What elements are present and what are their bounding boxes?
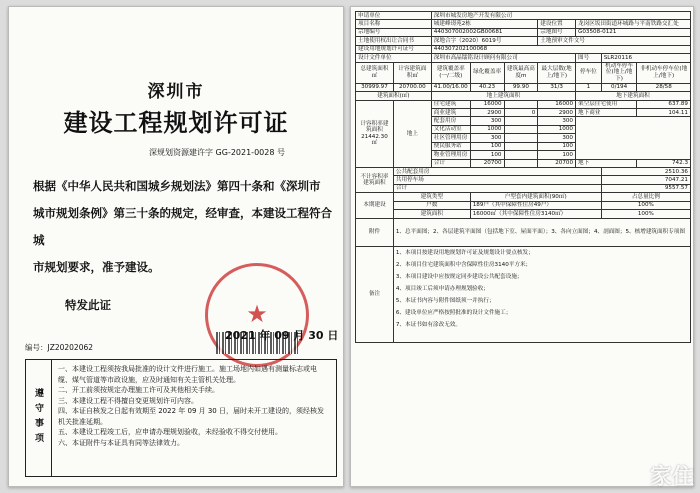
spec-header: 机动车停车位(地上/地下) — [601, 62, 637, 83]
use-header: 地下建筑面积 — [576, 92, 691, 100]
spec-value: 31/3 — [538, 83, 576, 91]
use-value: 16000 — [538, 100, 576, 108]
spec-header: 绿化覆盖率 — [470, 62, 504, 83]
note-item: 二、开工前须按规定办理施工许可及其他相关手续。 — [58, 386, 219, 394]
use-header: 地上建筑面积 — [431, 92, 575, 100]
below-label: 地下 — [576, 159, 637, 167]
households-label: 户数 — [393, 201, 470, 209]
issue-date: 2021 年 09 月 30 日 — [225, 329, 339, 342]
note-item: 一、本建设工程须按我局批准的设计文件进行施工。施工场地内如遇有测量标志或电缆、煤气管道等市政设施，应及时通知有关主管机关处理。 — [58, 365, 317, 384]
spec-header: 计容建筑面积㎡ — [393, 62, 431, 83]
use-value: 100 — [538, 151, 576, 159]
use-name: 社区管理用房 — [431, 134, 470, 142]
non-gfa-label: 不计容积率建筑面积 — [356, 168, 394, 193]
spec-header: 非机动车停车位(地上/地下) — [637, 62, 691, 83]
area-label: 建筑面积 — [393, 210, 470, 218]
code-label: 宗地编号 — [356, 28, 432, 36]
use-value — [504, 117, 538, 125]
remark-item: 4、项目竣工后须申请办理规划验收； — [395, 286, 489, 293]
period-head: 占总量比例 — [601, 193, 690, 201]
spec-value: 28/58 — [637, 83, 691, 91]
use-header: 建筑面积(㎡) — [356, 92, 432, 100]
design-label: 设计文件单位 — [356, 54, 432, 62]
below-use: 地下商业 — [576, 109, 637, 117]
spec-value: 30999.97 — [356, 83, 394, 91]
period-label: 本期建设 — [356, 193, 394, 218]
attachments-label: 附件 — [356, 218, 394, 246]
attachments-value: 1、总平面图；2、各层建筑平面图（包括地下室、屋面平面）；3、各向立面图；4、剖面图；5、核增建筑面积专项图 — [393, 218, 690, 246]
use-value: 300 — [538, 134, 576, 142]
use-value: 100 — [470, 142, 504, 150]
spec-header: 最大层数(地上/地下) — [538, 62, 576, 83]
plan-label: 建设用地规划许可证号 — [356, 45, 432, 53]
note-item: 五、本建设工程竣工后，应申请办理规划验收，未经验收不得交付使用。 — [58, 428, 282, 436]
spec-value: 99.90 — [504, 83, 538, 91]
location-label: 建设位置 — [538, 20, 576, 28]
use-value: 2900 — [470, 109, 504, 117]
use-name: 商业建筑 — [431, 109, 470, 117]
below-use: 架空层住宅使用 — [576, 100, 637, 108]
use-value: 1000 — [470, 125, 504, 133]
design-value: 深圳市高晶镭铭设计顾问有限公司 — [431, 54, 575, 62]
public-label: 公共配套用房 — [393, 168, 601, 176]
design-code-label: 图号 — [576, 54, 602, 62]
map-label: 宗地图号 — [538, 28, 576, 36]
certificate-number: 深规划资源建许字 GG-2021-0028 号 — [149, 148, 285, 157]
applicant-value: 深圳市城发房地产开发有限公司 — [431, 12, 690, 20]
remark-item: 5、本证书内容与附件图纸须一并执行； — [395, 298, 495, 305]
area-pct: 100% — [601, 210, 690, 218]
applicant-label: 申请单位 — [356, 12, 432, 20]
use-value: 300 — [470, 134, 504, 142]
period-head: 户型套内建筑面积(90㎡) — [470, 193, 601, 201]
parking-value: 7047.21 — [601, 176, 690, 184]
use-value: 16000 — [470, 100, 504, 108]
use-value — [504, 100, 538, 108]
use-value: 0 — [504, 109, 538, 117]
spec-value: 41.00/16.00 — [431, 83, 470, 91]
spec-value: 20700.00 — [393, 83, 431, 91]
use-value — [504, 125, 538, 133]
notes-heading: 遵守事项 — [26, 360, 52, 476]
use-value: 100 — [538, 142, 576, 150]
seal-star-icon: ★ — [246, 300, 268, 328]
certificate-detail-page — [350, 6, 694, 487]
total-label: 合计 — [393, 184, 601, 192]
households-pct: 100% — [601, 201, 690, 209]
period-head: 建筑类型 — [393, 193, 470, 201]
spec-value: 40.23 — [470, 83, 504, 91]
project-value: 城建峰璟苑2栋 — [431, 20, 537, 28]
public-value: 2510.36 — [601, 168, 690, 176]
use-name: 文化活动室 — [431, 125, 470, 133]
contract-value: 深地合字（2020）6019号 — [431, 37, 537, 45]
approval-label: 土地预审文件文号 — [538, 37, 691, 45]
spec-header: 建筑覆盖率(一/二级) — [431, 62, 470, 83]
note-item: 四、本证自核发之日起有效期至 2022 年 09 月 30 日，届时未开工建设的，须经核发机关批准延期。 — [58, 407, 324, 426]
remark-item: 7、本证书如有涂改无效。 — [395, 322, 461, 329]
code-value: 440307002002GB00681 — [431, 28, 537, 36]
sum-total: 20700 — [538, 159, 576, 167]
contract-label: 土地使用权出让合同书 — [356, 37, 432, 45]
notes-box — [25, 359, 337, 477]
total-value: 9557.57 — [601, 184, 690, 192]
spec-value: 1 — [576, 83, 602, 91]
project-label: 项目名称 — [356, 20, 432, 28]
certificate-body — [33, 173, 333, 281]
use-name: 住宅建筑 — [431, 100, 470, 108]
spec-header: 停车位 — [576, 62, 602, 83]
body-line: 市规划要求，准予建设。 — [33, 260, 160, 274]
design-code-value: SLR20116 — [601, 54, 690, 62]
use-value: 300 — [470, 117, 504, 125]
plan-value: 440307202100068 — [431, 45, 690, 53]
households-value: 189户（其中保障性住房49户） — [470, 201, 601, 209]
use-name: 便民服务站 — [431, 142, 470, 150]
certificate-title: 建设工程规划许可证 — [63, 109, 289, 137]
serial-number: 编号：JZ20202062 — [25, 343, 94, 352]
remark-item: 1、本项目按建设用地规划许可证及规划设计要点核发； — [395, 250, 534, 257]
note-item: 三、本建设工程不得擅自变更规划许可内容。 — [58, 396, 198, 405]
spec-header: 建筑最高高度m — [504, 62, 538, 83]
sum-below: 742.3 — [637, 159, 691, 167]
map-value: G03508-0121 — [576, 28, 691, 36]
remark-item: 3、本项目建设中应按规定同步建设公共配套设施； — [395, 274, 523, 281]
body-line: 城市规划条例》第三十条的规定，经审查，本建设工程符合城 — [33, 206, 332, 247]
above-label: 地上 — [393, 100, 431, 167]
remarks-label: 备注 — [356, 246, 394, 342]
use-value: 100 — [470, 151, 504, 159]
use-value — [504, 142, 538, 150]
remark-item: 2、本项目住宅建筑面积中含保障性住房3140平方米； — [395, 262, 532, 269]
sum-above: 20700 — [470, 159, 504, 167]
parking-label: 共用停车场 — [393, 176, 601, 184]
sum-label: 合计 — [431, 159, 470, 167]
below-value: 104.11 — [637, 109, 691, 117]
use-value: 300 — [538, 117, 576, 125]
location-value: 龙岗区坂田街道环城路与平南铁路交汇处 — [576, 20, 691, 28]
remarks-list — [393, 246, 690, 342]
area-value: 16000㎡（其中保障性住房3140㎡） — [470, 210, 601, 218]
certificate-front-page — [8, 6, 344, 487]
certificate-city: 深圳市 — [147, 82, 205, 102]
use-name: 物业管理用房 — [431, 151, 470, 159]
use-value — [504, 134, 538, 142]
gfa-label: 计容积率建筑面积 21442.30 ㎡ — [356, 100, 394, 167]
notes-list — [52, 360, 336, 476]
use-value: 2900 — [538, 109, 576, 117]
remark-item: 6、建设单位应严格按照批准的设计文件施工； — [395, 310, 512, 317]
use-value: 1000 — [538, 125, 576, 133]
below-value: 637.89 — [637, 100, 691, 108]
spec-value: 0/194 — [601, 83, 637, 91]
body-line: 根据《中华人民共和国城乡规划法》第四十条和《深圳市 — [33, 179, 321, 193]
special-notice: 特发此证 — [65, 298, 111, 312]
use-value — [504, 151, 538, 159]
detail-table — [355, 11, 691, 343]
spec-header: 总建筑面积㎡ — [356, 62, 394, 83]
watermark: 家住 — [649, 465, 694, 490]
note-item: 六、本证附件与本证具有同等法律效力。 — [58, 438, 184, 447]
use-name: 配套用房 — [431, 117, 470, 125]
